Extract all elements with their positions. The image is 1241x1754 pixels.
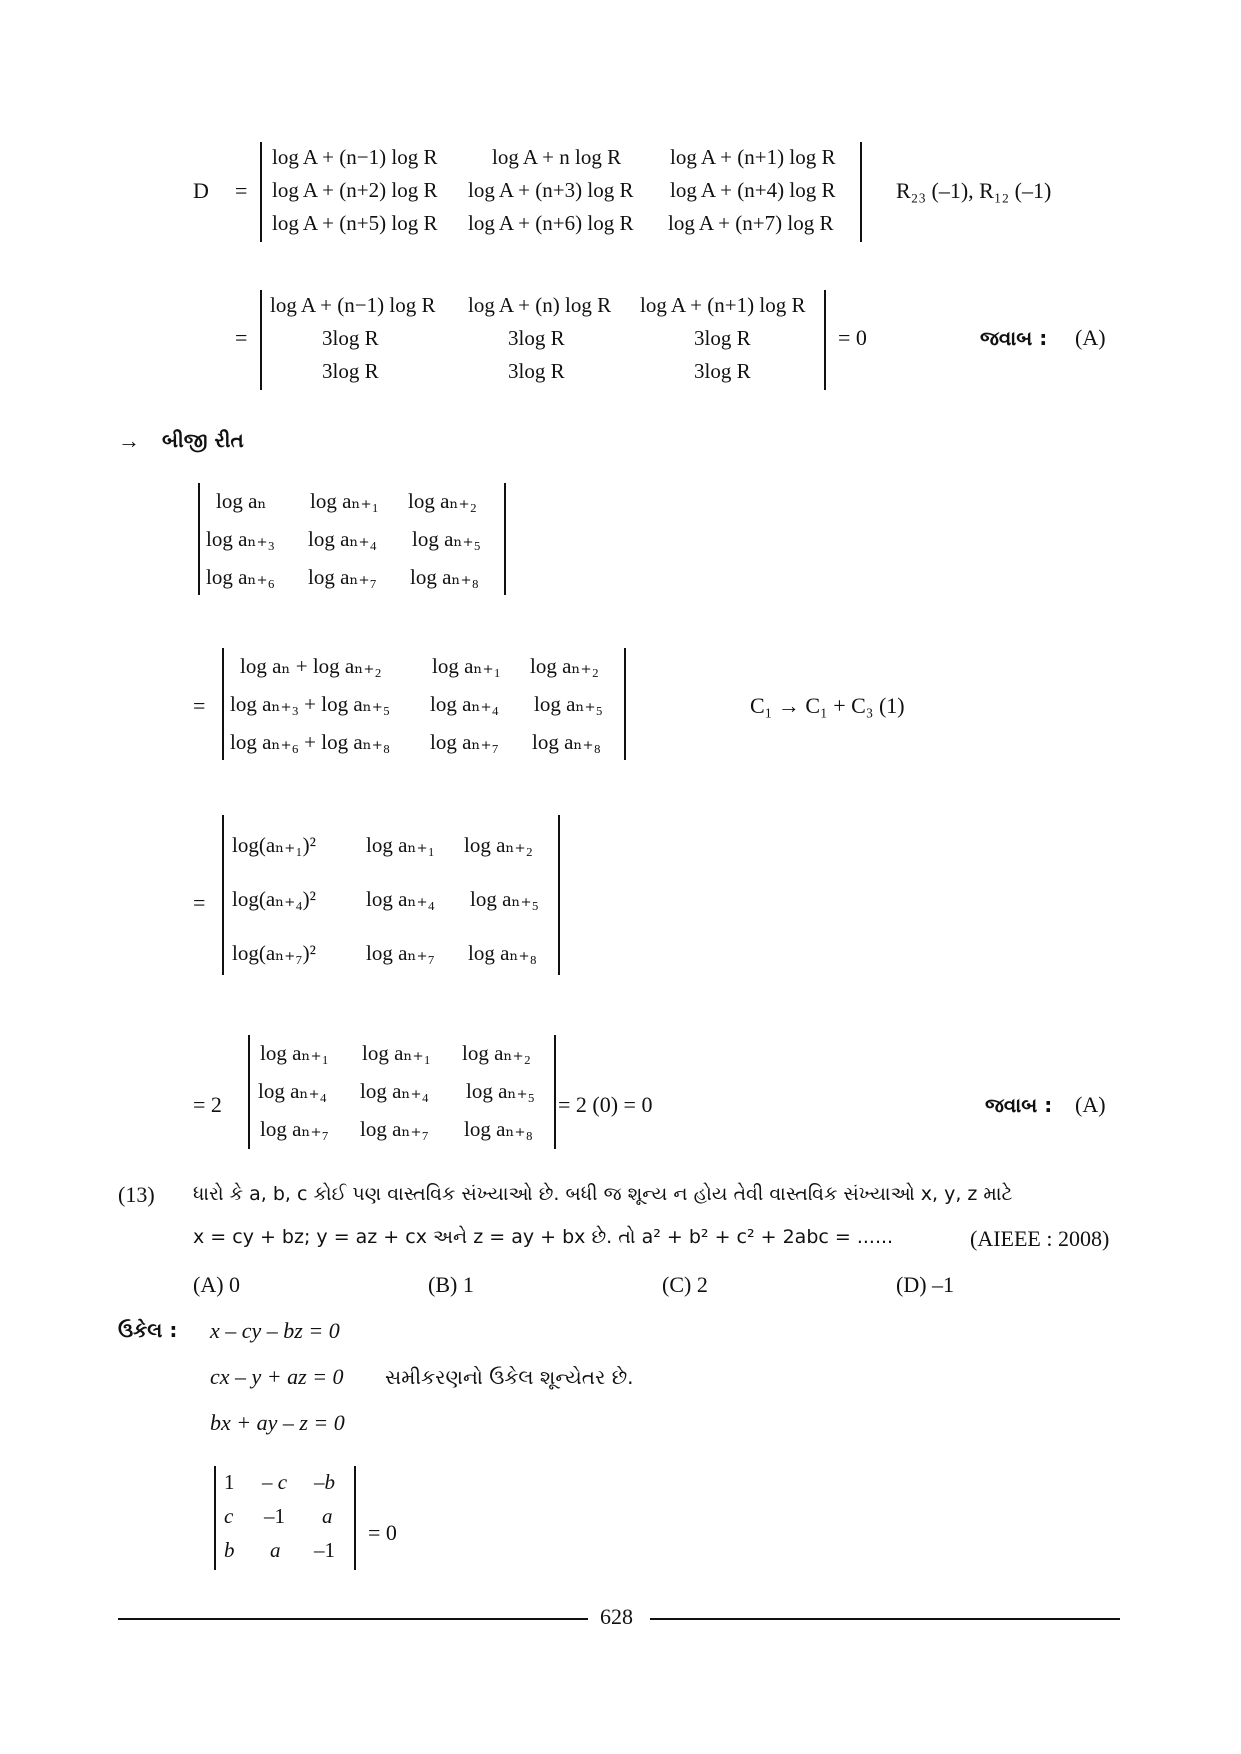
det2-r1c2: log A + (n) log R: [468, 293, 612, 317]
det6-r1c3: log aₙ₊₂: [462, 1041, 531, 1065]
det3-r3c1: log aₙ₊₆: [206, 565, 275, 589]
option-d: (D) –1: [896, 1272, 955, 1297]
det3-r1c2: log aₙ₊₁: [310, 489, 379, 513]
det5-r2c1: log(aₙ₊₄)²: [232, 887, 316, 911]
option-a: (A) 0: [193, 1272, 241, 1297]
equals-sign: =: [193, 890, 206, 915]
det4-r3c3: log aₙ₊₈: [532, 730, 601, 754]
determinant-6: [248, 1035, 556, 1149]
det7-r3c1: b: [224, 1538, 235, 1562]
det3-r3c3: log aₙ₊₈: [410, 565, 479, 589]
footer-rule-left: [118, 1618, 588, 1620]
det5-r1c3: log aₙ₊₂: [464, 833, 533, 857]
equals-sign: =: [193, 693, 206, 718]
result-zero: = 2 (0) = 0: [558, 1092, 653, 1117]
det1-r1c2: log A + n log R: [492, 145, 622, 169]
det6-r2c1: log aₙ₊₄: [258, 1079, 327, 1103]
equation-3: bx + ay – z = 0: [210, 1410, 345, 1435]
det7-r1c3: –b: [314, 1470, 335, 1494]
result-zero: = 0: [368, 1520, 397, 1545]
det2-r1c3: log A + (n+1) log R: [640, 293, 806, 317]
answer-value: (A): [1075, 325, 1106, 350]
column-operation: C₁ → C₁ + C₃ (1): [750, 693, 905, 718]
question-number: (13): [118, 1182, 155, 1207]
answer-label: જવાબ :: [985, 1093, 1053, 1117]
answer-label: જવાબ :: [980, 326, 1048, 350]
det6-r1c1: log aₙ₊₁: [260, 1041, 329, 1065]
det2-r3c3: 3log R: [694, 359, 751, 383]
determinant-5: [222, 815, 560, 975]
determinant-3: [198, 483, 506, 595]
determinant-7: [214, 1466, 356, 1570]
det5-r2c3: log aₙ₊₅: [470, 887, 539, 911]
det1-r3c3: log A + (n+7) log R: [668, 211, 834, 235]
det3-r2c3: log aₙ₊₅: [412, 527, 481, 551]
equation-1: x – cy – bz = 0: [210, 1318, 340, 1343]
det4-r3c2: log aₙ₊₇: [430, 730, 499, 754]
det7-r2c2: –1: [264, 1504, 285, 1528]
det7-r3c3: –1: [314, 1538, 335, 1562]
det1-r1c3: log A + (n+1) log R: [670, 145, 836, 169]
det2-r1c1: log A + (n−1) log R: [270, 293, 436, 317]
method-heading: બીજી રીત: [162, 428, 244, 452]
det4-r2c1: log aₙ₊₃ + log aₙ₊₅: [230, 692, 391, 716]
equation-2: cx – y + az = 0: [210, 1364, 344, 1389]
det7-r2c3: a: [322, 1504, 333, 1528]
det1-r3c2: log A + (n+6) log R: [468, 211, 634, 235]
det4-r2c3: log aₙ₊₅: [534, 692, 603, 716]
row-operation: R₂₃ (–1), R₁₂ (–1): [896, 178, 1052, 203]
det1-r2c1: log A + (n+2) log R: [272, 178, 438, 202]
det1-r1c1: log A + (n−1) log R: [272, 145, 438, 169]
det3-r1c3: log aₙ₊₂: [408, 489, 477, 513]
equals-sign: =: [235, 178, 248, 203]
det5-r1c2: log aₙ₊₁: [366, 833, 435, 857]
det7-r1c2: – c: [262, 1470, 288, 1494]
det2-r2c3: 3log R: [694, 326, 751, 350]
det4-r1c2: log aₙ₊₁: [432, 654, 501, 678]
footer-rule-right: [650, 1618, 1120, 1620]
det2-r3c2: 3log R: [508, 359, 565, 383]
det6-r3c3: log aₙ₊₈: [464, 1117, 533, 1141]
determinant-4: [222, 648, 626, 760]
det3-r3c2: log aₙ₊₇: [308, 565, 377, 589]
det1-r3c1: log A + (n+5) log R: [272, 211, 438, 235]
det3-r2c1: log aₙ₊₃: [206, 527, 275, 551]
page-number: 628: [600, 1604, 633, 1629]
det4-r3c1: log aₙ₊₆ + log aₙ₊₈: [230, 730, 391, 754]
det6-r1c2: log aₙ₊₁: [362, 1041, 431, 1065]
det4-r1c3: log aₙ₊₂: [530, 654, 599, 678]
solution-label: ઉકેલ :: [118, 1318, 178, 1342]
det1-r2c2: log A + (n+3) log R: [468, 178, 634, 202]
option-b: (B) 1: [428, 1272, 474, 1297]
det6-r3c1: log aₙ₊₇: [260, 1117, 329, 1141]
determinant-2: [260, 290, 826, 390]
det4-r2c2: log aₙ₊₄: [430, 692, 499, 716]
det7-r1c1: 1: [224, 1470, 235, 1494]
option-c: (C) 2: [662, 1272, 708, 1297]
det5-r3c3: log aₙ₊₈: [468, 941, 537, 965]
question-text-line2: x = cy + bz; y = az + cx અને z = ay + bx છે. તો a² + b² + c² + 2abc = ......: [193, 1226, 894, 1248]
det7-r3c2: a: [270, 1538, 281, 1562]
arrow-icon: →: [118, 428, 140, 453]
determinant-1: [260, 142, 862, 242]
det6-r2c2: log aₙ₊₄: [360, 1079, 429, 1103]
det1-r2c3: log A + (n+4) log R: [670, 178, 836, 202]
det3-r1c1: log aₙ: [216, 489, 267, 513]
det5-r1c1: log(aₙ₊₁)²: [232, 833, 316, 857]
det7-r2c1: c: [224, 1504, 234, 1528]
equals-two: = 2: [193, 1092, 222, 1117]
question-source: (AIEEE : 2008): [970, 1226, 1110, 1251]
det3-r2c2: log aₙ₊₄: [308, 527, 377, 551]
result-zero: = 0: [838, 325, 867, 350]
det4-r1c1: log aₙ + log aₙ₊₂: [240, 654, 382, 678]
det6-r2c3: log aₙ₊₅: [466, 1079, 535, 1103]
det2-r3c1: 3log R: [322, 359, 379, 383]
equation-note: સમીકરણનો ઉકેલ શૂન્યેતર છે.: [385, 1365, 634, 1389]
d-label: D: [193, 178, 209, 203]
det5-r2c2: log aₙ₊₄: [366, 887, 435, 911]
det2-r2c1: 3log R: [322, 326, 379, 350]
question-text-line1: ધારો કે a, b, c કોઈ પણ વાસ્તવિક સંખ્યાઓ છે. બધી જ શૂન્ય ન હોય તેવી વાસ્તવિક સંખ્યાઓ x, y, z માટે: [193, 1183, 1013, 1205]
det5-r3c1: log(aₙ₊₇)²: [232, 941, 316, 965]
answer-value: (A): [1075, 1092, 1106, 1117]
equals-sign: =: [235, 325, 248, 350]
det6-r3c2: log aₙ₊₇: [360, 1117, 429, 1141]
det5-r3c2: log aₙ₊₇: [366, 941, 435, 965]
det2-r2c2: 3log R: [508, 326, 565, 350]
